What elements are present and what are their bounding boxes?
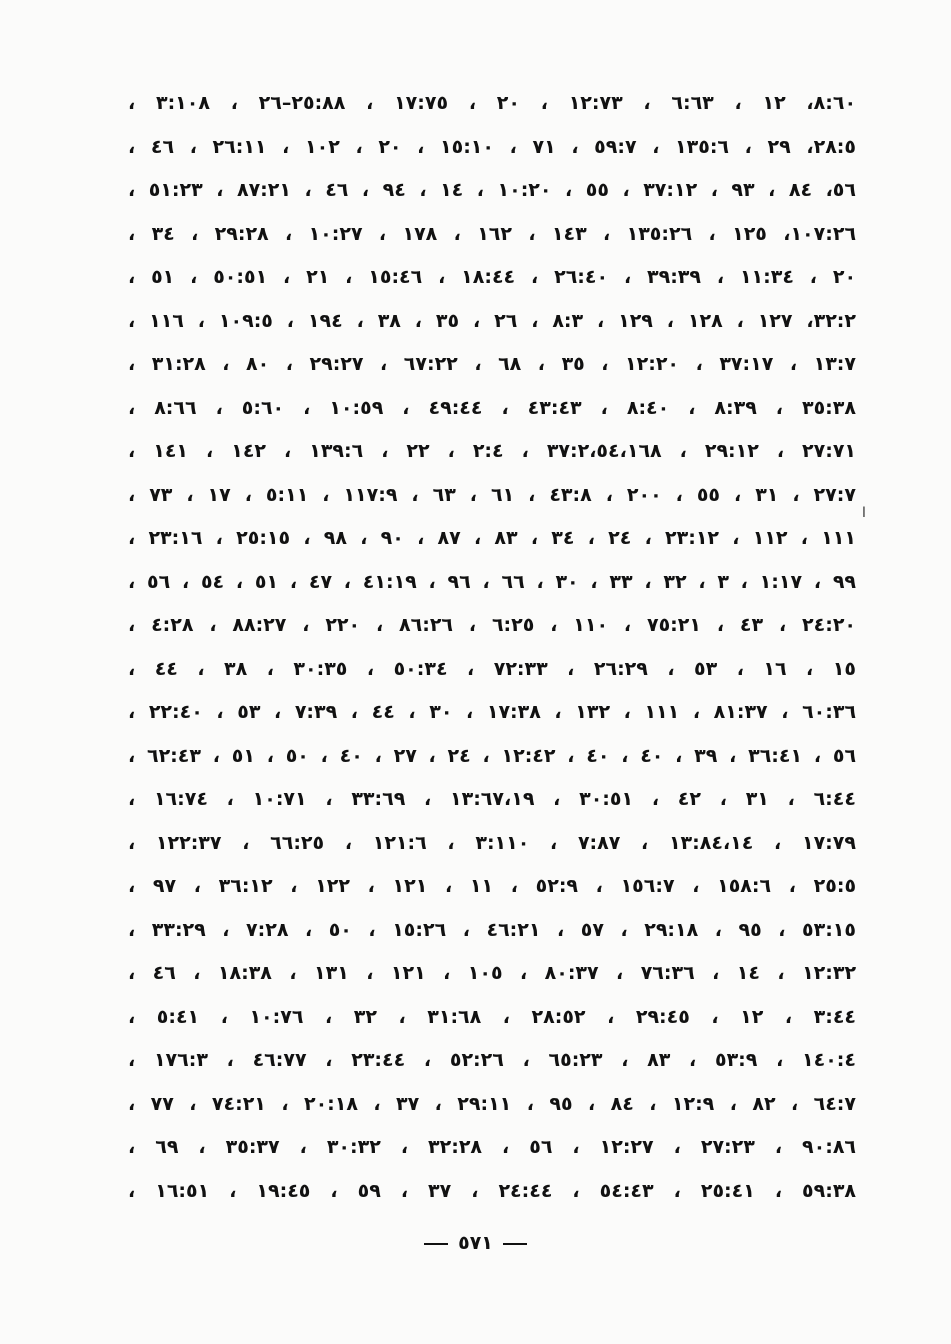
text-line: ٣:٤٤ ، ١٢ ، ٢٩:٤٥ ، ٢٨:٥٢ ، ٣١:٦٨ ، ٣٢ ، ١٠:٧٦ ، ٥:٤١ ،	[128, 1005, 856, 1028]
index-reference-block	[128, 82, 856, 1213]
page-number-footer	[0, 1232, 951, 1254]
text-line: ١٢:٣٢ ، ١٤ ، ٧٦:٣٦ ، ٨٠:٣٧ ، ١٠٥ ، ١٢١ ، ١٣١ ، ١٨:٣٨ ، ٤٦ ،	[128, 962, 856, 984]
text-line: ١٧:٧٩ ، ١٣:٨٤،١٤ ، ٧:٨٧ ، ٣:١١٠ ، ١٢١:٦ ، ٦٦:٢٥ ، ١٢٢:٣٧ ،	[128, 831, 856, 854]
text-line: ٣٥:٣٨ ، ٨:٣٩ ، ٨:٤٠ ، ٤٣:٤٣ ، ٤٩:٤٤ ، ١٠:٥٩ ، ٥:٦٠ ، ٨:٦٦ ،	[128, 396, 856, 419]
text-line: ٢٤:٢٠ ، ٤٣ ، ٧٥:٢١ ، ١١٠ ، ٦:٢٥ ، ٨٦:٢٦ ، ٢٢٠ ، ٨٨:٢٧ ، ٤:٢٨ ،	[128, 614, 856, 636]
left-dash	[424, 1243, 448, 1245]
right-dash	[503, 1243, 527, 1245]
text-line: ٨:٦٠، ١٢ ، ٦:٦٣ ، ١٢:٧٣ ، ٢٠ ، ١٧:٧٥ ، ٢٥:٨٨–٢٦ ، ٣:١٠٨ ،	[128, 92, 856, 114]
text-line: ٥٣:١٥ ، ٩٥ ، ٢٩:١٨ ، ٥٧ ، ٤٦:٢١ ، ١٥:٢٦ ، ٥٠ ، ٧:٢٨ ، ٣٣:٢٩ ،	[128, 918, 856, 941]
text-line: ٢٧:٧ ، ٣١ ، ٥٥ ، ٢٠٠ ، ٤٣:٨ ، ٦١ ، ٦٣ ، ١١٧:٩ ، ٥:١١ ، ١٧ ، ٧٣ ،	[128, 483, 856, 506]
text-line: ٥٦ ، ٣٦:٤١ ، ٣٩ ، ٤٠ ، ٤٠ ، ١٢:٤٢ ، ٢٤ ، ٢٧ ، ٤٠ ، ٥٠ ، ٥١ ، ٦٢:٤٣ ،	[128, 744, 856, 767]
text-line: ٥٦، ٨٤ ، ٩٣ ، ٣٧:١٢ ، ٥٥ ، ١٠:٢٠ ، ١٤ ، ٩٤ ، ٤٦ ، ٨٧:٢١ ، ٥١:٢٣ ،	[128, 179, 856, 201]
text-line: ٦٤:٧ ، ٨٢ ، ١٢:٩ ، ٨٤ ، ٩٥ ، ٢٩:١١ ، ٣٧ ، ٢٠:١٨ ، ٧٤:٢١ ، ٧٧ ،	[128, 1092, 856, 1115]
text-line: ١١١ ، ١١٢ ، ٢٣:١٢ ، ٢٤ ، ٣٤ ، ٨٣ ، ٨٧ ، ٩٠ ، ٩٨ ، ٢٥:١٥ ، ٢٣:١٦ ،	[128, 527, 856, 549]
text-line: ٢٧:٧١ ، ٢٩:١٢ ، ٣٧:٢،٥٤،١٦٨ ، ٢:٤ ، ٢٢ ، ١٣٩:٦ ، ١٤٢ ، ١٤١ ،	[128, 440, 856, 462]
text-line: ٦٠:٣٦ ، ٨١:٣٧ ، ١١١ ، ١٣٢ ، ١٧:٣٨ ، ٣٠ ، ٤٤ ، ٧:٣٩ ، ٥٣ ، ٢٢:٤٠ ،	[128, 701, 856, 723]
text-line: ١٠٧:٢٦، ١٢٥ ، ١٣٥:٢٦ ، ١٤٣ ، ١٦٢ ، ١٧٨ ، ١٠:٢٧ ، ٢٩:٢٨ ، ٣٤ ،	[128, 222, 856, 245]
margin-mark: ا	[862, 505, 866, 521]
text-line: ٣٢:٢، ١٢٧ ، ١٢٨ ، ١٢٩ ، ٨:٣ ، ٢٦ ، ٣٥ ، ٣٨ ، ١٩٤ ، ١٠٩:٥ ، ١١٦ ،	[128, 309, 856, 332]
text-line: ١٥ ، ١٦ ، ٥٣ ، ٢٦:٢٩ ، ٧٢:٣٣ ، ٥٠:٣٤ ، ٣٠:٣٥ ، ٣٨ ، ٤٤ ،	[128, 657, 856, 680]
text-line: ٩٠:٨٦ ، ٢٧:٢٣ ، ١٢:٢٧ ، ٥٦ ، ٣٢:٢٨ ، ٣٠:٣٢ ، ٣٥:٣٧ ، ٦٩ ،	[128, 1136, 856, 1158]
text-line: ١٤٠:٤ ، ٥٣:٩ ، ٨٣ ، ٦٥:٢٣ ، ٥٢:٢٦ ، ٢٣:٤٤ ، ٤٦:٧٧ ، ١٧٦:٣ ،	[128, 1049, 856, 1071]
text-line: ٦:٤٤ ، ٣١ ، ٤٢ ، ٣٠:٥١ ، ١٣:٦٧،١٩ ، ٣٣:٦٩ ، ١٠:٧١ ، ١٦:٧٤ ،	[128, 788, 856, 810]
text-line: ٥٩:٣٨ ، ٢٥:٤١ ، ٥٤:٤٣ ، ٢٤:٤٤ ، ٣٧ ، ٥٩ ، ١٩:٤٥ ، ١٦:٥١ ،	[128, 1179, 856, 1202]
text-line: ٢٥:٥ ، ١٥٨:٦ ، ١٥٦:٧ ، ٥٢:٩ ، ١١ ، ١٢١ ، ١٢٢ ، ٣٦:١٢ ، ٩٧ ،	[128, 875, 856, 897]
page-number: ٥٧١	[458, 1232, 493, 1254]
text-line: ١٣:٧ ، ٣٧:١٧ ، ١٢:٢٠ ، ٣٥ ، ٦٨ ، ٦٧:٢٢ ، ٢٩:٢٧ ، ٨٠ ، ٣١:٢٨ ،	[128, 353, 856, 375]
text-line: ٢٨:٥، ٢٩ ، ١٣٥:٦ ، ٥٩:٧ ، ٧١ ، ١٥:١٠ ، ٢٠ ، ١٠٢ ، ٢٦:١١ ، ٤٦ ،	[128, 135, 856, 158]
text-line: ٢٠ ، ١١:٣٤ ، ٣٩:٣٩ ، ٢٦:٤٠ ، ١٨:٤٤ ، ١٥:٤٦ ، ٢١ ، ٥٠:٥١ ، ٥١ ،	[128, 266, 856, 288]
text-line: ٩٩ ، ١:١٧ ، ٣ ، ٣٢ ، ٣٣ ، ٣٠ ، ٦٦ ، ٩٦ ، ٤١:١٩ ، ٤٧ ، ٥١ ، ٥٤ ، ٥٦ ،	[128, 570, 856, 593]
